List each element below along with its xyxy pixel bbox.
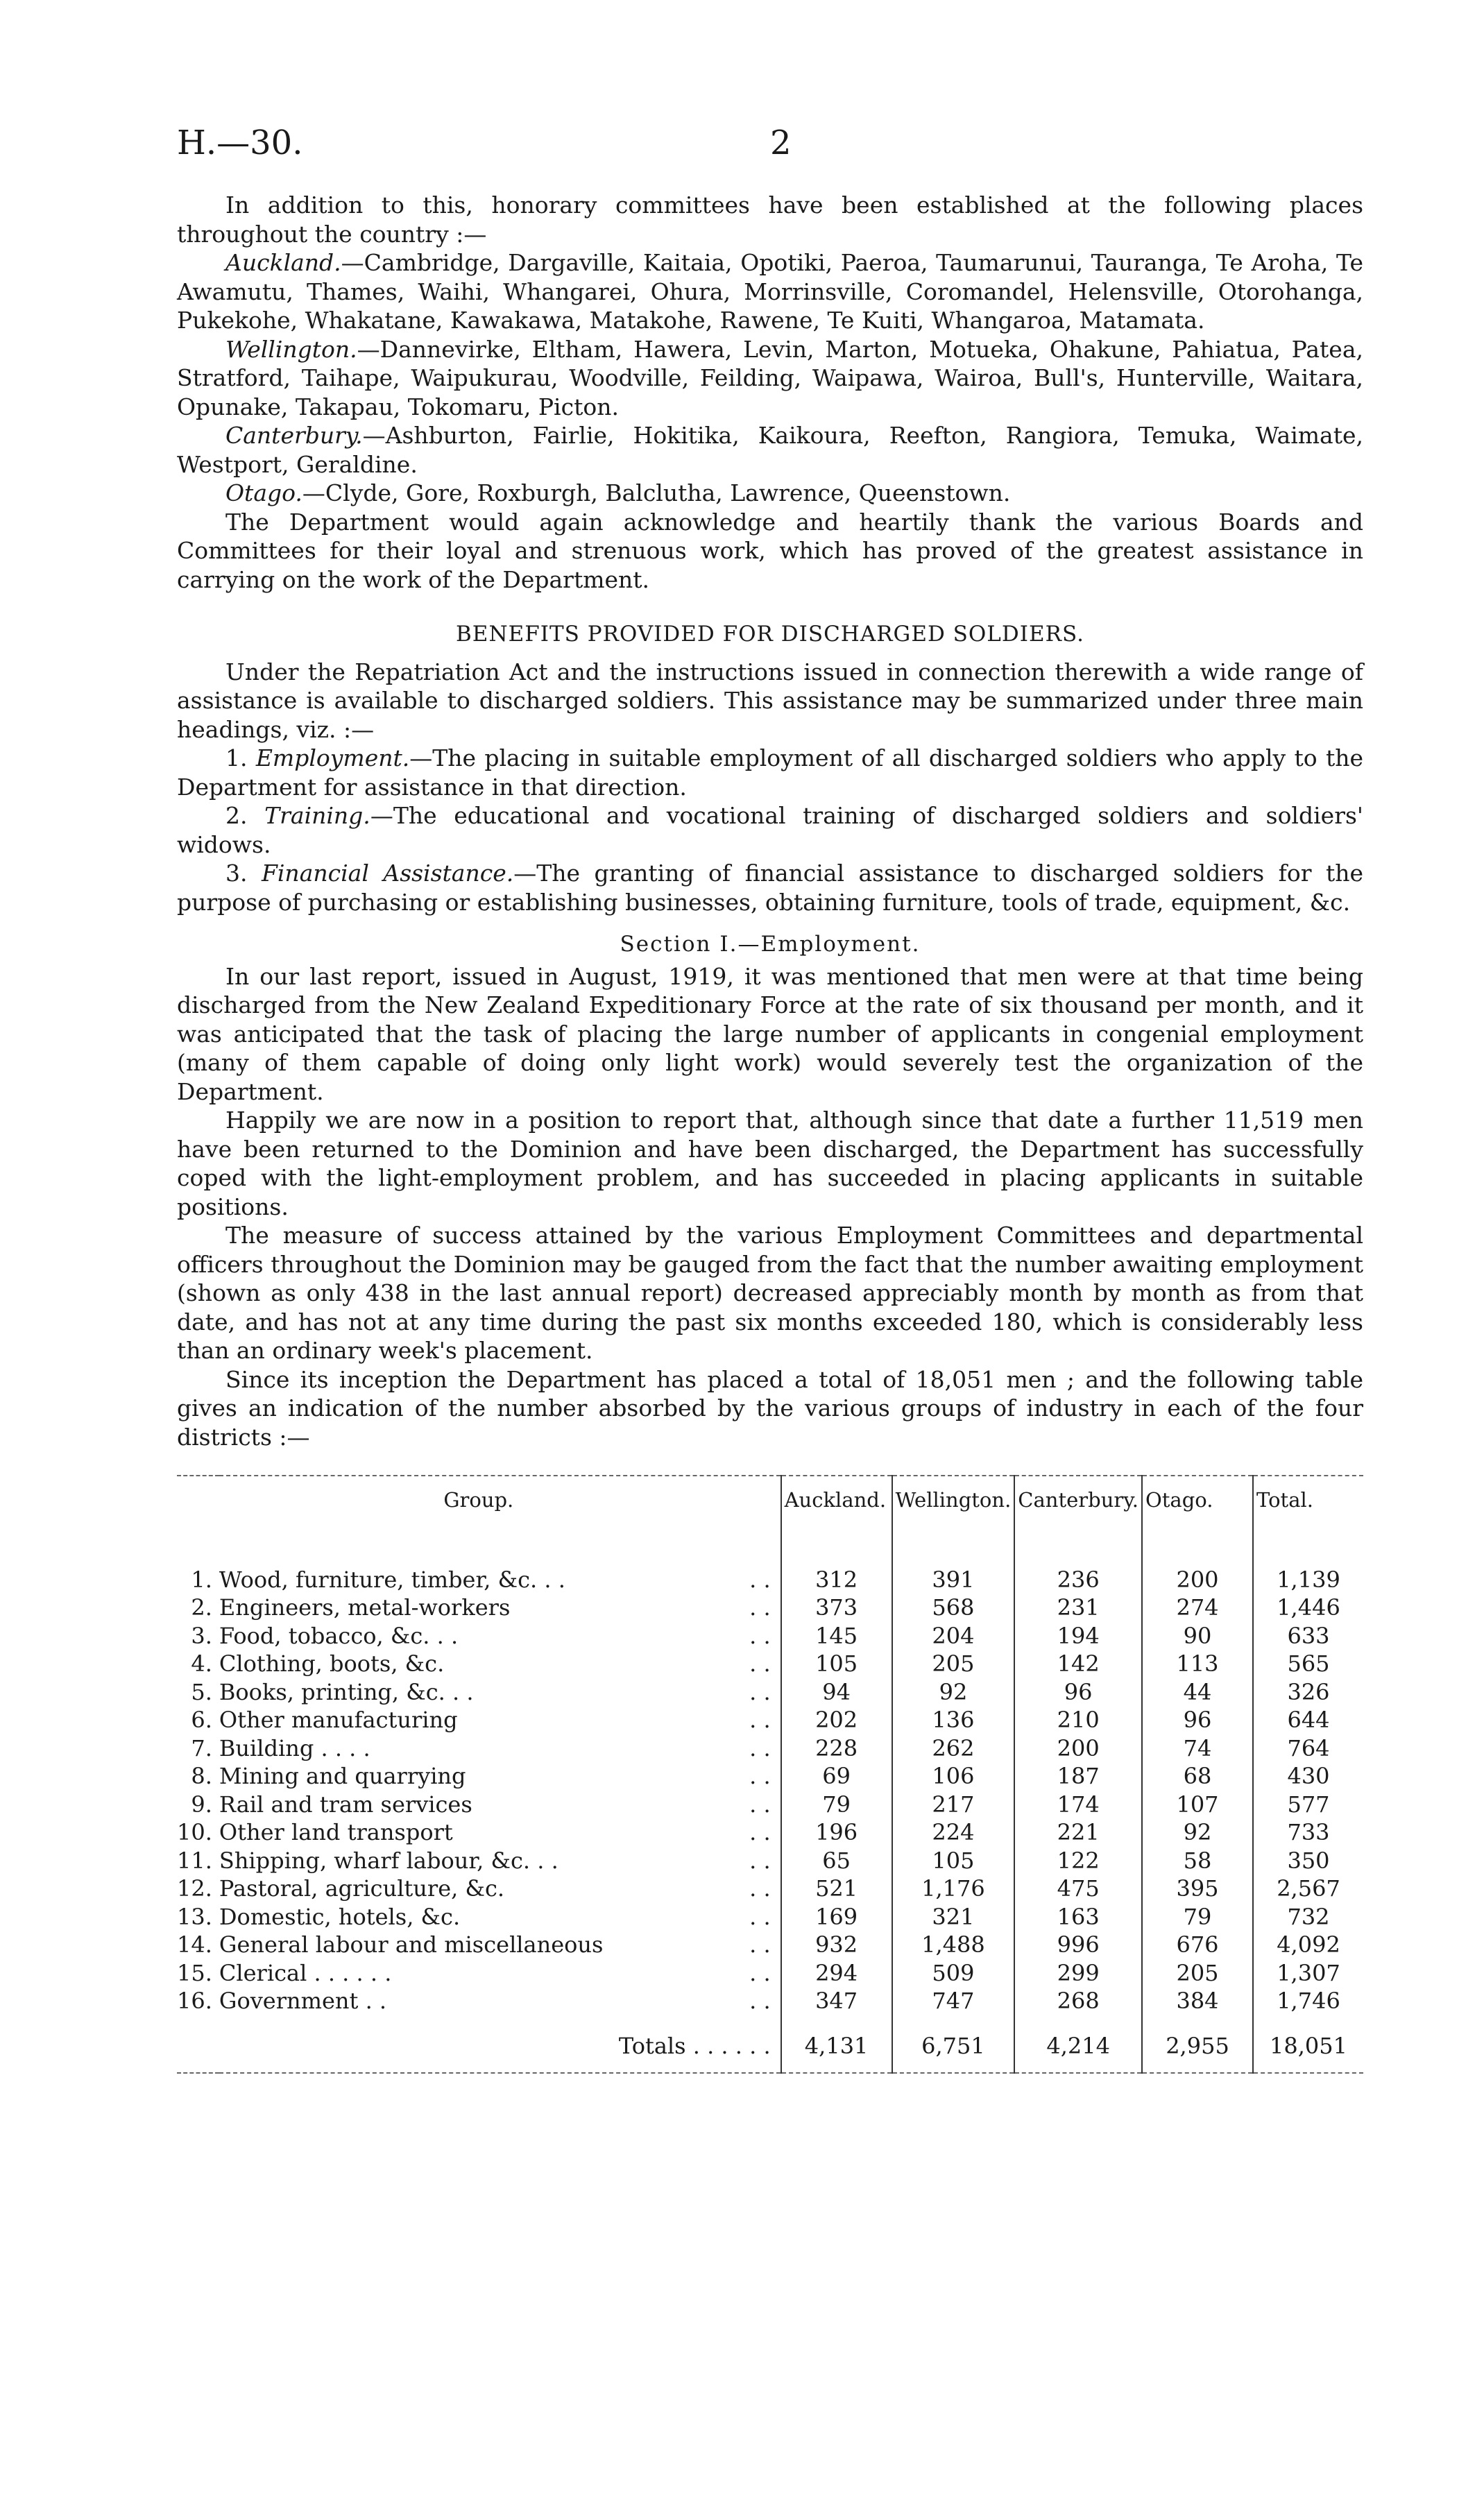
table-row bbox=[177, 1706, 1363, 1734]
total-value: 2,567 bbox=[1253, 1875, 1363, 1903]
otago-value: 676 bbox=[1142, 1931, 1253, 1959]
otago-value: 395 bbox=[1142, 1875, 1253, 1903]
wellington-value: 217 bbox=[892, 1791, 1015, 1819]
total-value: 1,746 bbox=[1253, 1987, 1363, 2015]
group-label-text: Shipping, wharf labour, &c. . . bbox=[219, 1847, 558, 1874]
group-number: 11. bbox=[177, 1847, 212, 1874]
group-label bbox=[219, 1622, 781, 1650]
group-number: 9. bbox=[191, 1791, 212, 1818]
dot-leader: . . bbox=[749, 1594, 771, 1621]
auckland-value: 347 bbox=[781, 1987, 892, 2015]
dot-leader: . . bbox=[749, 1931, 771, 1958]
auckland-value: 79 bbox=[781, 1791, 892, 1819]
group-label bbox=[219, 1594, 781, 1622]
dot-leader: . . bbox=[749, 1622, 771, 1649]
dot-leader: . . bbox=[749, 1791, 771, 1818]
group-label bbox=[219, 1931, 781, 1959]
district-paragraph bbox=[177, 421, 1363, 479]
group-label-text: Engineers, metal-workers bbox=[219, 1594, 511, 1621]
table-row bbox=[177, 1987, 1363, 2015]
group-label-text: Mining and quarrying bbox=[219, 1763, 466, 1789]
benefit-text: —The granting of financial assistance to discharged soldiers for the purpose of purchasing or establishing businesses, obtaining furniture, tools of trade, equipment, &c. bbox=[177, 860, 1363, 916]
district-name: Otago. bbox=[225, 479, 302, 506]
totals-row bbox=[177, 2015, 1363, 2074]
otago-total: 2,955 bbox=[1142, 2015, 1253, 2074]
canterbury-value: 475 bbox=[1014, 1875, 1142, 1903]
group-number: 7. bbox=[191, 1734, 212, 1761]
total-value: 430 bbox=[1253, 1762, 1363, 1791]
district-name: Auckland. bbox=[225, 249, 341, 276]
otago-value: 205 bbox=[1142, 1959, 1253, 1988]
auckland-value: 932 bbox=[781, 1931, 892, 1959]
canterbury-total: 4,214 bbox=[1014, 2015, 1142, 2074]
canterbury-value: 122 bbox=[1014, 1847, 1142, 1875]
total-value: 1,139 bbox=[1253, 1548, 1363, 1594]
district-places: —Dannevirke, Eltham, Hawera, Levin, Marton, Motueka, Ohakune, Pahiatua, Patea, Stratford, Taihape, Waipukurau, Woodville, Feilding, Waipawa, Wairoa, Bull's, Hunterville, Waitara, Opunake, Takapau, Tokomaru, Picton. bbox=[177, 335, 1363, 420]
wellington-value: 262 bbox=[892, 1734, 1015, 1763]
total-value: 1,446 bbox=[1253, 1594, 1363, 1622]
benefit-number: 3. bbox=[225, 860, 248, 887]
auckland-header: Auckland. bbox=[781, 1476, 892, 1548]
group-number: 16. bbox=[177, 1988, 212, 2014]
canterbury-value: 194 bbox=[1014, 1622, 1142, 1650]
dot-leader: . . bbox=[749, 1566, 771, 1593]
wellington-header: Wellington. bbox=[892, 1476, 1015, 1548]
district-name: Canterbury. bbox=[225, 422, 363, 449]
section-paragraph: In our last report, issued in August, 1919, it was mentioned that men were at that time being discharged from the New Zealand Expeditionary Force at the rate of six thousand per month, and it was anticipated that the task of placing the large number of applicants in congenial employment (many of them capable of doing only light work) would severely test the organization of the Department. bbox=[177, 962, 1363, 1105]
total-value: 633 bbox=[1253, 1622, 1363, 1650]
otago-value: 90 bbox=[1142, 1622, 1253, 1650]
canterbury-value: 231 bbox=[1014, 1594, 1142, 1622]
group-header: Group. bbox=[177, 1476, 781, 1548]
totals-spacer bbox=[177, 2015, 219, 2074]
canterbury-value: 221 bbox=[1014, 1818, 1142, 1847]
group-number: 12. bbox=[177, 1875, 212, 1902]
auckland-value: 145 bbox=[781, 1622, 892, 1650]
group-label bbox=[219, 1734, 781, 1763]
otago-header: Otago. bbox=[1142, 1476, 1253, 1548]
benefit-number: 2. bbox=[225, 802, 248, 829]
benefits-heading: BENEFITS PROVIDED FOR DISCHARGED SOLDIERS. bbox=[456, 622, 1084, 647]
total-value: 577 bbox=[1253, 1791, 1363, 1819]
wellington-value: 747 bbox=[892, 1987, 1015, 2015]
group-label bbox=[219, 1791, 781, 1819]
canterbury-value: 187 bbox=[1014, 1762, 1142, 1791]
group-label bbox=[219, 1818, 781, 1847]
table-row bbox=[177, 1818, 1363, 1847]
table-body bbox=[177, 1548, 1363, 2074]
auckland-value: 312 bbox=[781, 1548, 892, 1594]
dot-leader: . . bbox=[749, 1734, 771, 1761]
section-heading: Section I.—Employment. bbox=[620, 932, 921, 957]
total-value: 1,307 bbox=[1253, 1959, 1363, 1988]
total-value: 326 bbox=[1253, 1678, 1363, 1707]
wellington-value: 321 bbox=[892, 1903, 1015, 1931]
district-paragraph bbox=[177, 335, 1363, 422]
wellington-value: 92 bbox=[892, 1678, 1015, 1707]
auckland-value: 373 bbox=[781, 1594, 892, 1622]
benefit-title: Training. bbox=[264, 802, 370, 829]
wellington-value: 1,176 bbox=[892, 1875, 1015, 1903]
group-number: 8. bbox=[191, 1763, 212, 1789]
auckland-value: 521 bbox=[781, 1875, 892, 1903]
group-number: 15. bbox=[177, 1959, 212, 1986]
district-name: Wellington. bbox=[225, 335, 357, 363]
section-paragraph: Since its inception the Department has placed a total of 18,051 men ; and the following table gives an indication of the number absorbed by the various groups of industry in each of the four districts :— bbox=[177, 1365, 1363, 1451]
dot-leader: . . bbox=[749, 1650, 771, 1677]
district-list bbox=[177, 248, 1363, 508]
otago-value: 68 bbox=[1142, 1762, 1253, 1791]
canterbury-value: 210 bbox=[1014, 1706, 1142, 1734]
group-label bbox=[219, 1650, 781, 1678]
wellington-value: 391 bbox=[892, 1548, 1015, 1594]
group-number: 2. bbox=[191, 1594, 212, 1621]
group-number: 13. bbox=[177, 1903, 212, 1930]
group-label bbox=[219, 1706, 781, 1734]
group-label-text: Pastoral, agriculture, &c. bbox=[219, 1875, 505, 1902]
document-body bbox=[177, 191, 1363, 2074]
group-label bbox=[219, 1548, 781, 1594]
benefit-item bbox=[177, 744, 1363, 801]
auckland-value: 228 bbox=[781, 1734, 892, 1763]
district-paragraph bbox=[177, 248, 1363, 335]
wellington-value: 205 bbox=[892, 1650, 1015, 1678]
table-row bbox=[177, 1875, 1363, 1903]
table-row bbox=[177, 1548, 1363, 1594]
canterbury-header: Canterbury. bbox=[1014, 1476, 1142, 1548]
dot-leader: . . bbox=[749, 1959, 771, 1986]
total-value: 565 bbox=[1253, 1650, 1363, 1678]
auckland-total: 4,131 bbox=[781, 2015, 892, 2074]
canterbury-value: 268 bbox=[1014, 1987, 1142, 2015]
group-label bbox=[219, 1678, 781, 1707]
dot-leader: . . bbox=[749, 1988, 771, 2014]
canterbury-value: 200 bbox=[1014, 1734, 1142, 1763]
group-number: 3. bbox=[191, 1622, 212, 1649]
district-places: —Cambridge, Dargaville, Kaitaia, Opotiki, Paeroa, Taumarunui, Tauranga, Te Aroha, Te Awamutu, Thames, Waihi, Whangarei, Ohura, Morrinsville, Coromandel, Helensville, Otorohanga, Pukekohe, Whakatane, Kawakawa, Matakohe, Rawene, Te Kuiti, Whangaroa, Matamata. bbox=[177, 249, 1363, 334]
total-value: 732 bbox=[1253, 1903, 1363, 1931]
total-value: 764 bbox=[1253, 1734, 1363, 1763]
group-label-text: Building . . . . bbox=[219, 1734, 370, 1761]
group-label-text: Clothing, boots, &c. bbox=[219, 1650, 445, 1677]
dot-leader: . . bbox=[749, 1875, 771, 1902]
group-label-text: Food, tobacco, &c. . . bbox=[219, 1622, 459, 1649]
report-reference: H.—30. bbox=[177, 123, 303, 162]
otago-value: 74 bbox=[1142, 1734, 1253, 1763]
auckland-value: 65 bbox=[781, 1847, 892, 1875]
district-places: —Ashburton, Fairlie, Hokitika, Kaikoura, Reefton, Rangiora, Temuka, Waimate, Westport, Geraldine. bbox=[177, 422, 1363, 478]
auckland-value: 169 bbox=[781, 1903, 892, 1931]
group-label-text: Clerical . . . . . . bbox=[219, 1959, 392, 1986]
dot-leader: . . bbox=[749, 1847, 771, 1874]
canterbury-value: 163 bbox=[1014, 1903, 1142, 1931]
dot-leader: . . bbox=[749, 1903, 771, 1930]
table-row bbox=[177, 1762, 1363, 1791]
total-value: 350 bbox=[1253, 1847, 1363, 1875]
otago-value: 96 bbox=[1142, 1706, 1253, 1734]
canterbury-value: 299 bbox=[1014, 1959, 1142, 1988]
district-places: —Clyde, Gore, Roxburgh, Balclutha, Lawrence, Queenstown. bbox=[302, 479, 1011, 506]
otago-value: 107 bbox=[1142, 1791, 1253, 1819]
group-number: 1. bbox=[191, 1566, 212, 1593]
table-row bbox=[177, 1622, 1363, 1650]
canterbury-value: 996 bbox=[1014, 1931, 1142, 1959]
canterbury-value: 236 bbox=[1014, 1548, 1142, 1594]
group-number: 14. bbox=[177, 1931, 212, 1958]
grand-total: 18,051 bbox=[1253, 2015, 1363, 2074]
auckland-value: 294 bbox=[781, 1959, 892, 1988]
group-label bbox=[219, 1875, 781, 1903]
table-row bbox=[177, 1678, 1363, 1707]
table-header-row bbox=[177, 1476, 1363, 1548]
section-paragraph: Happily we are now in a position to report that, although since that date a further 11,519 men have been returned to the Dominion and have been discharged, the Department has successfully coped with the light-employment problem, and has succeeded in placing applicants in suitable positions. bbox=[177, 1107, 1363, 1220]
page-number: 2 bbox=[770, 123, 792, 162]
group-label-text: Domestic, hotels, &c. bbox=[219, 1903, 461, 1930]
table-row bbox=[177, 1903, 1363, 1931]
benefit-number: 1. bbox=[225, 744, 248, 771]
table-row bbox=[177, 1650, 1363, 1678]
dot-leader: . . bbox=[749, 1678, 771, 1705]
otago-value: 92 bbox=[1142, 1818, 1253, 1847]
table-row bbox=[177, 1931, 1363, 1959]
otago-value: 274 bbox=[1142, 1594, 1253, 1622]
benefits-intro: Under the Repatriation Act and the instructions issued in connection therewith a wide range of assistance is available to discharged soldiers. This assistance may be summarized under three main headings, viz. :— bbox=[177, 658, 1363, 743]
benefit-title: Employment. bbox=[255, 744, 410, 771]
auckland-value: 196 bbox=[781, 1818, 892, 1847]
benefit-item bbox=[177, 859, 1363, 916]
total-value: 4,092 bbox=[1253, 1931, 1363, 1959]
wellington-value: 204 bbox=[892, 1622, 1015, 1650]
group-number: 10. bbox=[177, 1819, 212, 1845]
totals-label bbox=[219, 2015, 781, 2074]
group-number: 4. bbox=[191, 1650, 212, 1677]
wellington-value: 224 bbox=[892, 1818, 1015, 1847]
wellington-value: 509 bbox=[892, 1959, 1015, 1988]
wellington-value: 568 bbox=[892, 1594, 1015, 1622]
group-label-text: Other manufacturing bbox=[219, 1707, 458, 1733]
acknowledgement-paragraph: The Department would again acknowledge and heartily thank the various Boards and Committees for their loyal and strenuous work, which has proved of the greatest assistance in carrying on the work of the Department. bbox=[177, 508, 1363, 593]
group-number: 6. bbox=[191, 1707, 212, 1733]
group-label-text: Rail and tram services bbox=[219, 1791, 472, 1818]
table-row bbox=[177, 1959, 1363, 1988]
totals-label-text: Totals . . . . . . bbox=[618, 2032, 771, 2059]
wellington-value: 105 bbox=[892, 1847, 1015, 1875]
intro-paragraph: In addition to this, honorary committees have been established at the following places throughout the country :— bbox=[177, 191, 1363, 248]
otago-value: 44 bbox=[1142, 1678, 1253, 1707]
total-value: 644 bbox=[1253, 1706, 1363, 1734]
table-row bbox=[177, 1791, 1363, 1819]
table-row bbox=[177, 1594, 1363, 1622]
otago-value: 79 bbox=[1142, 1903, 1253, 1931]
wellington-total: 6,751 bbox=[892, 2015, 1015, 2074]
district-paragraph bbox=[177, 479, 1363, 508]
dot-leader: . . bbox=[749, 1763, 771, 1789]
total-header: Total. bbox=[1253, 1476, 1363, 1548]
auckland-value: 94 bbox=[781, 1678, 892, 1707]
total-value: 733 bbox=[1253, 1818, 1363, 1847]
group-label-text: Government . . bbox=[219, 1988, 387, 2014]
wellington-value: 1,488 bbox=[892, 1931, 1015, 1959]
benefit-title: Financial Assistance. bbox=[261, 860, 514, 887]
group-label-text: General labour and miscellaneous bbox=[219, 1931, 604, 1958]
auckland-value: 105 bbox=[781, 1650, 892, 1678]
benefit-text: —The educational and vocational training of discharged soldiers and soldiers' widows. bbox=[177, 802, 1363, 858]
group-label bbox=[219, 1959, 781, 1988]
table-row bbox=[177, 1847, 1363, 1875]
otago-value: 58 bbox=[1142, 1847, 1253, 1875]
benefit-item bbox=[177, 801, 1363, 859]
group-label-text: Books, printing, &c. . . bbox=[219, 1678, 474, 1705]
group-label bbox=[219, 1903, 781, 1931]
canterbury-value: 142 bbox=[1014, 1650, 1142, 1678]
group-label-text: Other land transport bbox=[219, 1819, 453, 1845]
auckland-value: 202 bbox=[781, 1706, 892, 1734]
group-label bbox=[219, 1987, 781, 2015]
table-row bbox=[177, 1734, 1363, 1763]
group-label bbox=[219, 1762, 781, 1791]
benefit-text: —The placing in suitable employment of all discharged soldiers who apply to the Department for assistance in that direction. bbox=[177, 744, 1363, 801]
wellington-value: 106 bbox=[892, 1762, 1015, 1791]
otago-value: 200 bbox=[1142, 1548, 1253, 1594]
group-number: 5. bbox=[191, 1678, 212, 1705]
canterbury-value: 96 bbox=[1014, 1678, 1142, 1707]
dot-leader: . . bbox=[749, 1819, 771, 1845]
auckland-value: 69 bbox=[781, 1762, 892, 1791]
otago-value: 113 bbox=[1142, 1650, 1253, 1678]
section-paragraph: The measure of success attained by the various Employment Committees and departmental officers throughout the Dominion may be gauged from the fact that the number awaiting employment (shown as only 438 in the last annual report) decreased appreciably month by month as from that date, and has not at any time during the past six months exceeded 180, which is considerably less than an ordinary week's placement. bbox=[177, 1222, 1363, 1364]
group-label-text: Wood, furniture, timber, &c. . . bbox=[219, 1566, 565, 1593]
canterbury-value: 174 bbox=[1014, 1791, 1142, 1819]
dot-leader: . . bbox=[749, 1707, 771, 1733]
employment-table bbox=[177, 1475, 1363, 2074]
wellington-value: 136 bbox=[892, 1706, 1015, 1734]
otago-value: 384 bbox=[1142, 1987, 1253, 2015]
group-label bbox=[219, 1847, 781, 1875]
